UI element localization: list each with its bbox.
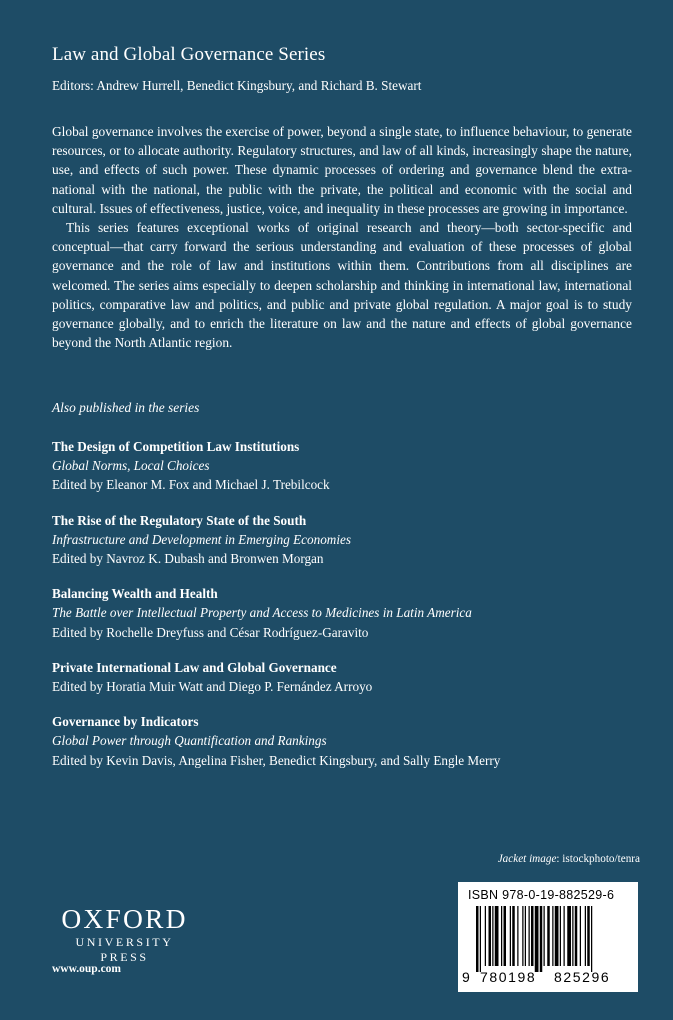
jacket-credit-label: Jacket image xyxy=(497,853,557,865)
isbn-number: ISBN 978-0-19-882529-6 xyxy=(468,888,615,902)
barcode-bar xyxy=(540,906,543,972)
barcode-bar xyxy=(531,906,534,966)
book-subtitle: The Battle over Intellectual Property and Access to Medicines in Latin America xyxy=(52,605,472,621)
barcode-bar xyxy=(525,906,526,966)
book-editors: Edited by Navroz K. Dubash and Bronwen Morgan xyxy=(52,551,324,567)
description-paragraph-1: Global governance involves the exercise of power, beyond a single state, to influence behaviour, to generate resources, or to allocate authority. Regulatory structures, and law of all kinds, increasingly shape the nature, use, and effects of such power. These dynamic processes of ordering and governance blend the extra-national with the national, the public with the private, the political and economic with the social and cultural. Issues of effectiveness, justice, voice, and inequality in these processes are growing in importance. xyxy=(52,124,632,216)
barcode-bar xyxy=(522,906,523,966)
also-published-heading: Also published in the series xyxy=(52,400,200,415)
book-title: The Design of Competition Law Institutions xyxy=(52,439,300,454)
oxford-logo-word: OXFORD xyxy=(61,903,188,934)
series-description xyxy=(52,122,632,352)
isbn-barcode xyxy=(458,882,638,992)
barcode-bar xyxy=(587,906,590,966)
barcode-bar xyxy=(504,906,507,966)
series-title: Law and Global Governance Series xyxy=(52,44,326,65)
book-editors: Edited by Kevin Davis, Angelina Fisher, Benedict Kingsbury, and Sally Engle Merry xyxy=(52,752,501,768)
barcode-bars xyxy=(472,906,628,972)
barcode-bar xyxy=(547,906,550,966)
barcode-bar xyxy=(512,906,515,966)
barcode-bar xyxy=(480,906,481,972)
barcode-bar xyxy=(495,906,499,966)
book-title: Governance by Indicators xyxy=(52,714,199,730)
book-entry xyxy=(52,584,652,642)
barcode-bar xyxy=(560,906,561,966)
barcode-bar xyxy=(535,906,539,972)
barcode-bar xyxy=(572,906,573,966)
barcode-bar xyxy=(585,906,586,966)
book-editors: Edited by Horatia Muir Watt and Diego P. Fernández Arroyo xyxy=(52,679,373,695)
book-entry xyxy=(52,712,652,770)
book-title: The Rise of the Regulatory State of the South xyxy=(52,512,307,528)
book-entry xyxy=(52,437,652,495)
barcode-bar xyxy=(575,906,578,966)
book-list xyxy=(52,437,652,786)
book-subtitle: Global Norms, Local Choices xyxy=(52,458,210,474)
barcode-bar xyxy=(492,906,493,966)
barcode-bar xyxy=(501,906,502,966)
barcode-bar xyxy=(591,906,592,972)
barcode-bar xyxy=(485,906,486,966)
book-editors: Edited by Rochelle Dreyfuss and César Rodríguez-Garavito xyxy=(52,624,369,640)
book-title: Private International Law and Global Governance xyxy=(52,659,337,675)
barcode-bar xyxy=(517,906,518,966)
book-subtitle: Infrastructure and Development in Emerging Economies xyxy=(52,531,351,547)
barcode-bar xyxy=(555,906,559,966)
jacket-credit xyxy=(498,853,640,865)
barcode-bar xyxy=(529,906,530,966)
barcode-bar xyxy=(567,906,571,966)
publisher-url[interactable]: www.oup.com xyxy=(52,963,122,975)
barcode-bar xyxy=(580,906,581,966)
book-title: Balancing Wealth and Health xyxy=(52,586,218,602)
book-entry xyxy=(52,511,652,569)
barcode-left-digits: 780198 xyxy=(480,969,537,985)
barcode-bar xyxy=(544,906,545,966)
oxford-logo-press: UNIVERSITY PRESS xyxy=(75,935,174,964)
book-editors: Edited by Eleanor M. Fox and Michael J. Trebilcock xyxy=(52,477,330,493)
barcode-bar xyxy=(552,906,553,966)
barcode-bar xyxy=(510,906,511,966)
oxford-logo xyxy=(52,905,197,965)
book-entry xyxy=(52,658,652,696)
barcode-bar xyxy=(476,906,479,972)
barcode-bar xyxy=(489,906,492,966)
description-paragraph-2: This series features exceptional works of original research and theory—both sector-specific and conceptual—that carry forward the serious understanding and evaluation of these processes of global governance and the role of law and institutions within them. Contributions from all disciplines are welcomed. The series aims especially to deepen scholarship and thinking in international law, international politics, comparative law and politics, and public and private global regulation. A major goal is to study governance globally, and to enrich the literature on law and the nature and effects of global governance beyond the North Atlantic region. xyxy=(52,220,632,351)
barcode-right-digits: 825296 xyxy=(554,969,611,985)
book-subtitle: Global Power through Quantification and Rankings xyxy=(52,733,327,749)
barcode-lead-digit: 9 xyxy=(462,969,470,985)
jacket-credit-source: : istockphoto/tenra xyxy=(556,853,640,865)
barcode-bar xyxy=(564,906,565,966)
series-editors: Editors: Andrew Hurrell, Benedict Kingsbury, and Richard B. Stewart xyxy=(52,78,422,93)
